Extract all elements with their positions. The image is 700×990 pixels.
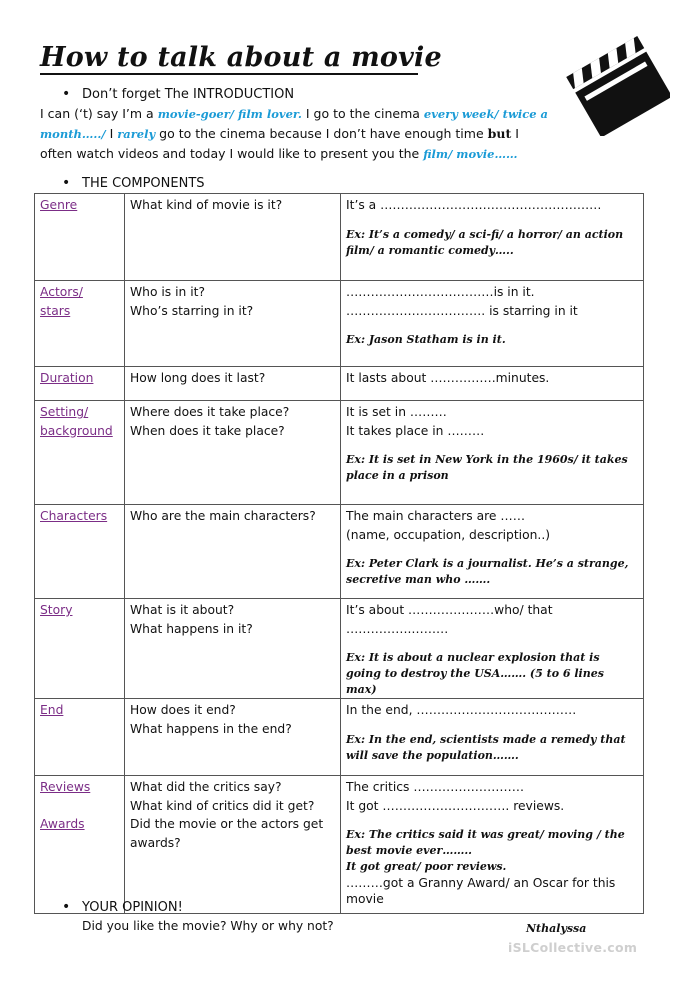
category-label: End bbox=[40, 703, 64, 717]
components-table bbox=[34, 193, 644, 914]
question-cell bbox=[125, 401, 341, 505]
components-heading: • THE COMPONENTS bbox=[82, 176, 205, 191]
answer-cell bbox=[341, 194, 644, 281]
category-cell bbox=[35, 401, 125, 505]
intro-paragraph: I can (‘t) say I’m a movie-goer/ film lover. I go to the cinema every week/ twice a month…../ I rarely go to the cinema because I don’t have enough time but I often watch videos and today I would like to present you the film/ movie…… bbox=[40, 106, 548, 161]
component-row bbox=[35, 281, 644, 367]
page-title: How to talk about a movie bbox=[40, 42, 442, 73]
example-text: It got great/ poor reviews. bbox=[346, 860, 507, 873]
question-cell bbox=[125, 281, 341, 367]
component-row bbox=[35, 401, 644, 505]
question-text: What kind of movie is it? bbox=[130, 198, 283, 212]
question-text: When does it take place? bbox=[130, 423, 285, 438]
example-text: Ex: It is set in New York in the 1960s/ it takes place in a prison bbox=[346, 453, 628, 482]
answer-frame: It’s a ……………………………………………… bbox=[346, 198, 602, 212]
answer-frame: In the end, ………………………………… bbox=[346, 703, 577, 717]
answer-frame: (name, occupation, description..) bbox=[346, 527, 551, 542]
component-row bbox=[35, 194, 644, 281]
answer-cell bbox=[341, 281, 644, 367]
answer-cell bbox=[341, 505, 644, 599]
category-label: background bbox=[40, 423, 113, 438]
question-text: Where does it take place? bbox=[130, 405, 290, 419]
example-text: Ex: The critics said it was great/ moving / the best movie ever…….. bbox=[346, 828, 625, 857]
answer-cell bbox=[341, 401, 644, 505]
question-text: How long does it last? bbox=[130, 371, 266, 385]
answer-frame: ………………………………is in it. bbox=[346, 285, 535, 299]
question-text: Who’s starring in it? bbox=[130, 303, 254, 318]
answer-frame: ………got a Granny Award/ an Oscar for this movie bbox=[346, 876, 616, 906]
category-cell bbox=[35, 699, 125, 776]
answer-cell bbox=[341, 776, 644, 914]
author-signature: Nthalyssa bbox=[526, 922, 587, 935]
question-cell bbox=[125, 505, 341, 599]
opinion-heading: • YOUR OPINION! bbox=[82, 900, 183, 915]
component-row bbox=[35, 599, 644, 699]
question-text: How does it end? bbox=[130, 703, 236, 717]
component-row bbox=[35, 699, 644, 776]
component-row bbox=[35, 776, 644, 914]
example-text: Ex: Jason Statham is in it. bbox=[346, 333, 506, 346]
category-cell bbox=[35, 599, 125, 699]
answer-cell bbox=[341, 699, 644, 776]
category-label: Characters bbox=[40, 509, 108, 523]
category-label bbox=[40, 797, 119, 815]
example-text: Ex: Peter Clark is a journalist. He’s a strange, secretive man who ……. bbox=[346, 557, 629, 586]
question-text: What happens in it? bbox=[130, 621, 253, 636]
category-label: Duration bbox=[40, 371, 94, 385]
category-cell bbox=[35, 281, 125, 367]
answer-frame: It lasts about …………….minutes. bbox=[346, 371, 550, 385]
category-label: Setting/ bbox=[40, 405, 89, 419]
intro-heading: • Don’t forget The INTRODUCTION bbox=[82, 87, 294, 102]
example-text: Ex: In the end, scientists made a remedy that will save the population……. bbox=[346, 732, 626, 762]
question-text: Who is in it? bbox=[130, 285, 206, 299]
answer-frame: The main characters are …… bbox=[346, 509, 526, 523]
question-text: What did the critics say? bbox=[130, 780, 282, 794]
question-text: Who are the main characters? bbox=[130, 509, 316, 523]
category-cell bbox=[35, 194, 125, 281]
category-label: stars bbox=[40, 303, 71, 318]
component-row bbox=[35, 367, 644, 401]
category-label: Story bbox=[40, 603, 73, 617]
category-label: Awards bbox=[40, 816, 85, 831]
answer-frame: ……………………………. is starring in it bbox=[346, 303, 578, 318]
answer-frame: It’s about …………………who/ that …………….……… bbox=[346, 603, 553, 636]
example-text: Ex: It is about a nuclear explosion that is going to destroy the USA……. (5 to 6 lines max) bbox=[346, 651, 604, 696]
question-text: Did the movie or the actors get awards? bbox=[130, 817, 324, 850]
category-cell bbox=[35, 367, 125, 401]
example-text: Ex: It’s a comedy/ a sci-fi/ a horror/ an action film/ a romantic comedy….. bbox=[346, 227, 624, 257]
question-cell bbox=[125, 194, 341, 281]
question-cell bbox=[125, 599, 341, 699]
answer-frame: It is set in ……… bbox=[346, 405, 447, 419]
question-cell bbox=[125, 367, 341, 401]
category-cell bbox=[35, 776, 125, 914]
question-cell bbox=[125, 699, 341, 776]
answer-frame: The critics ……………………… bbox=[346, 780, 524, 794]
category-label: Reviews bbox=[40, 780, 91, 794]
opinion-question: Did you like the movie? Why or why not? bbox=[82, 919, 334, 933]
clapperboard-icon bbox=[556, 24, 670, 136]
category-label: Genre bbox=[40, 198, 78, 212]
answer-cell bbox=[341, 367, 644, 401]
category-cell bbox=[35, 505, 125, 599]
title-underline bbox=[40, 73, 418, 75]
question-text: What happens in the end? bbox=[130, 721, 292, 736]
watermark: iSLCollective.com bbox=[508, 940, 638, 955]
question-text: What kind of critics did it get? bbox=[130, 798, 315, 813]
answer-cell bbox=[341, 599, 644, 699]
answer-frame: It got …………………………. reviews. bbox=[346, 798, 565, 813]
question-cell bbox=[125, 776, 341, 914]
component-row bbox=[35, 505, 644, 599]
question-text: What is it about? bbox=[130, 603, 235, 617]
category-label: Actors/ bbox=[40, 285, 83, 299]
answer-frame: It takes place in ……… bbox=[346, 423, 485, 438]
